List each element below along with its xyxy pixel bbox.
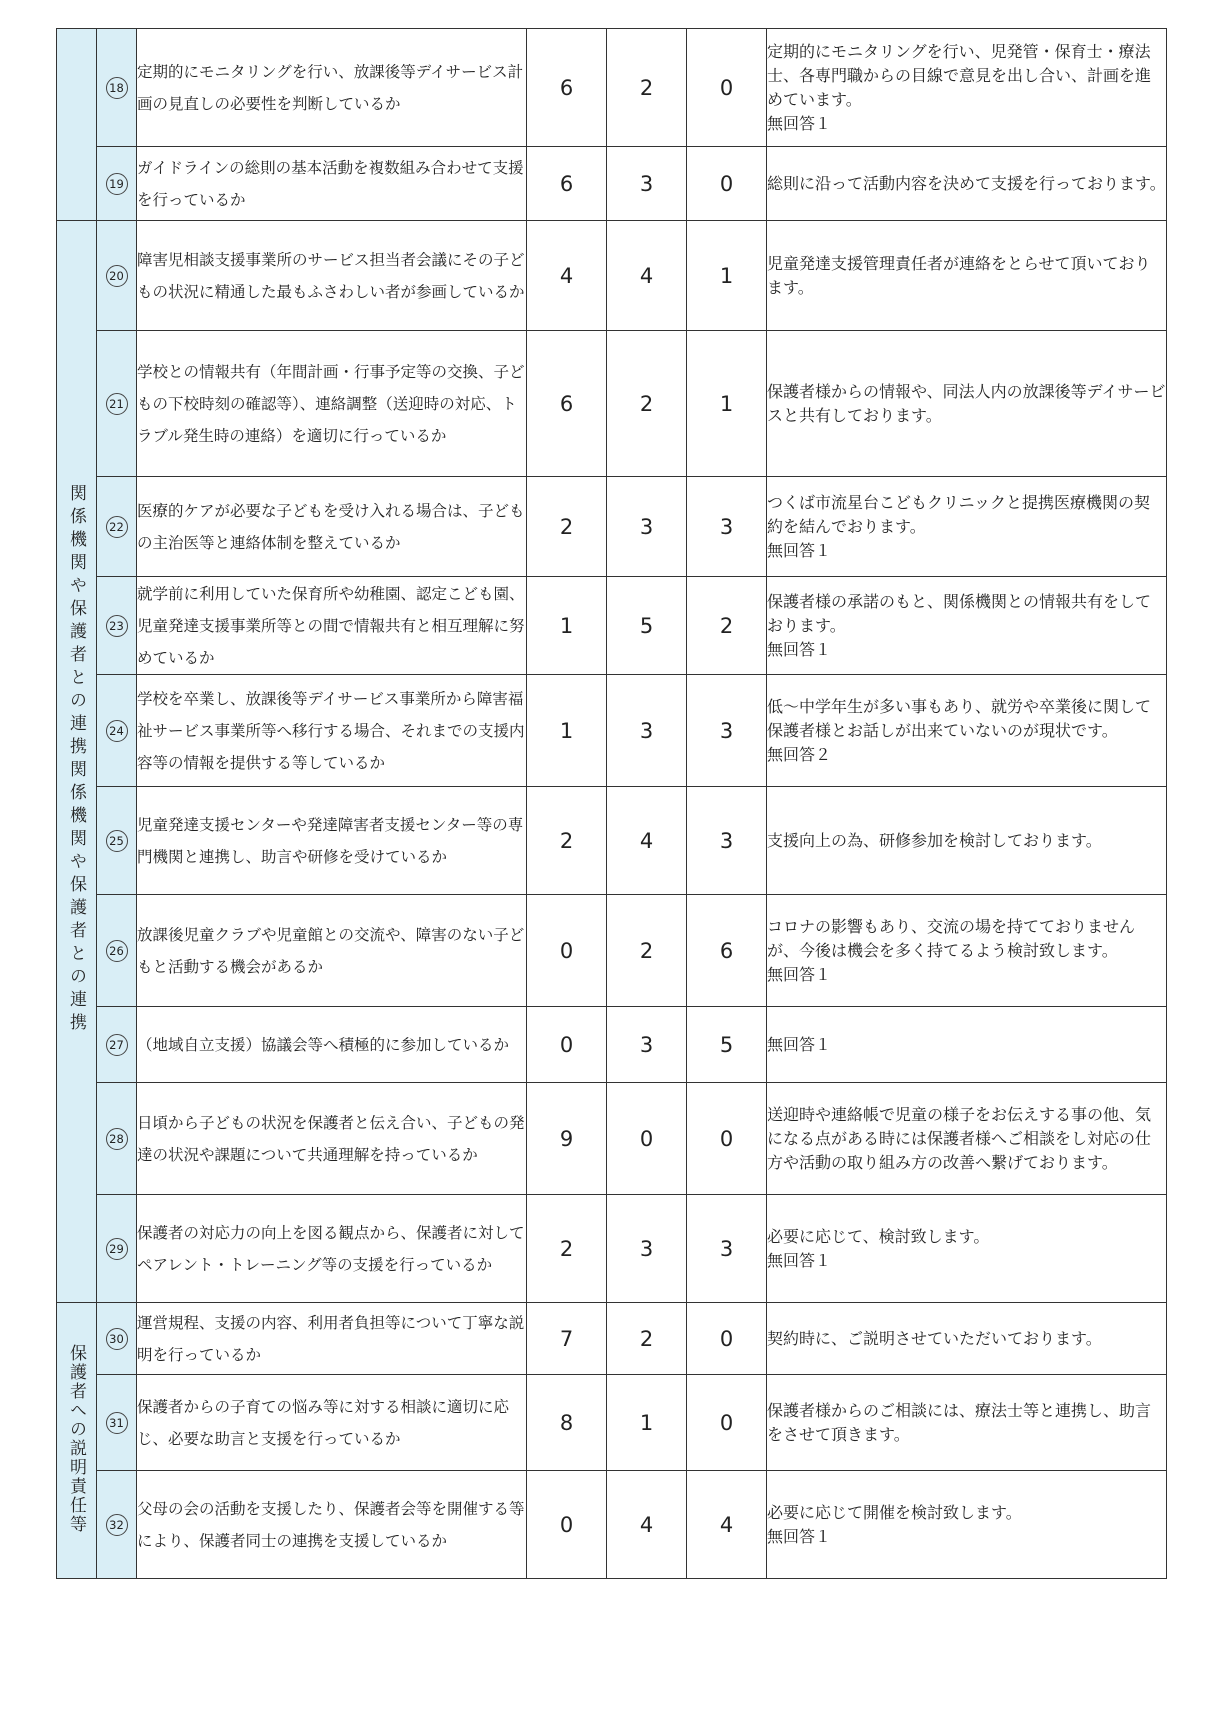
- item-number: 30: [106, 1328, 128, 1350]
- comment-cell: [767, 477, 1167, 577]
- table-row: [57, 477, 1167, 577]
- item-text: 保護者の対応力の向上を図る観点から、保護者に対してペアレント・トレーニング等の支援を行っているか: [137, 1195, 527, 1303]
- count-c: 6: [687, 895, 767, 1007]
- category-cell-cooperation: [57, 221, 97, 1303]
- table-row: [57, 1195, 1167, 1303]
- comment-cell: [767, 147, 1167, 221]
- item-number-cell: [97, 477, 137, 577]
- table-row: [57, 1375, 1167, 1471]
- item-number: 26: [106, 940, 128, 962]
- comment-cell: [767, 1303, 1167, 1375]
- count-a: 2: [527, 477, 607, 577]
- count-c: 4: [687, 1471, 767, 1579]
- item-number: 18: [106, 77, 128, 99]
- table-row: [57, 787, 1167, 895]
- comment-cell: [767, 221, 1167, 331]
- table-row: [57, 1303, 1167, 1375]
- count-a: 9: [527, 1083, 607, 1195]
- count-b: 2: [607, 895, 687, 1007]
- comment-text: 支援向上の為、研修参加を検討しております。: [767, 830, 1102, 850]
- table-row: [57, 29, 1167, 147]
- count-b: 4: [607, 787, 687, 895]
- count-c: 0: [687, 1083, 767, 1195]
- count-b: 3: [607, 675, 687, 787]
- comment-cell: [767, 331, 1167, 477]
- item-number-cell: [97, 331, 137, 477]
- count-a: 7: [527, 1303, 607, 1375]
- item-text: 就学前に利用していた保育所や幼稚園、認定こども園、児童発達支援事業所等との間で情報共有と相互理解に努めているか: [137, 577, 527, 675]
- count-c: 3: [687, 1195, 767, 1303]
- no-answer-note: 無回答１: [767, 1250, 832, 1270]
- count-b: 4: [607, 1471, 687, 1579]
- item-text: 日頃から子どもの状況を保護者と伝え合い、子どもの発達の状況や課題について共通理解を持っているか: [137, 1083, 527, 1195]
- item-number: 25: [106, 830, 128, 852]
- comment-cell: [767, 1195, 1167, 1303]
- item-number: 23: [106, 615, 128, 637]
- comment-text: 契約時に、ご説明させていただいております。: [767, 1328, 1102, 1348]
- item-number: 27: [106, 1034, 128, 1056]
- item-number: 22: [106, 516, 128, 538]
- count-a: 1: [527, 675, 607, 787]
- count-a: 6: [527, 147, 607, 221]
- count-b: 3: [607, 1007, 687, 1083]
- count-a: 2: [527, 1195, 607, 1303]
- count-b: 3: [607, 147, 687, 221]
- comment-cell: [767, 787, 1167, 895]
- no-answer-note: 無回答１: [767, 1034, 832, 1054]
- no-answer-note: 無回答２: [767, 744, 832, 764]
- item-number: 29: [106, 1238, 128, 1260]
- count-b: 4: [607, 221, 687, 331]
- count-a: 0: [527, 1471, 607, 1579]
- comment-text: つくば市流星台こどもクリニックと提携医療機関の契約を結んでおります。: [767, 492, 1151, 536]
- count-b: 0: [607, 1083, 687, 1195]
- evaluation-table: [56, 28, 1167, 1579]
- comment-text: コロナの影響もあり、交流の場を持てておりませんが、今後は機会を多く持てるよう検討致します。: [767, 916, 1136, 960]
- item-text: 父母の会の活動を支援したり、保護者会等を開催する等により、保護者同士の連携を支援しているか: [137, 1471, 527, 1579]
- no-answer-note: 無回答１: [767, 964, 832, 984]
- table-row: [57, 331, 1167, 477]
- comment-text: 児童発達支援管理責任者が連絡をとらせて頂いております。: [767, 253, 1151, 297]
- comment-cell: [767, 1375, 1167, 1471]
- count-b: 2: [607, 331, 687, 477]
- comment-text: 保護者様からのご相談には、療法士等と連携し、助言をさせて頂きます。: [767, 1400, 1152, 1444]
- item-number-cell: [97, 1083, 137, 1195]
- item-text: 保護者からの子育ての悩み等に対する相談に適切に応じ、必要な助言と支援を行っているか: [137, 1375, 527, 1471]
- count-b: 2: [607, 29, 687, 147]
- item-text: 学校との情報共有（年間計画・行事予定等の交換、子どもの下校時刻の確認等）、連絡調整（送迎時の対応、トラブル発生時の連絡）を適切に行っているか: [137, 331, 527, 477]
- no-answer-note: 無回答１: [767, 540, 832, 560]
- count-c: 3: [687, 675, 767, 787]
- item-text: 学校を卒業し、放課後等デイサービス事業所から障害福祉サービス事業所等へ移行する場合、それまでの支援内容等の情報を提供する等しているか: [137, 675, 527, 787]
- item-text: 運営規程、支援の内容、利用者負担等について丁寧な説明を行っているか: [137, 1303, 527, 1375]
- item-number-cell: [97, 1471, 137, 1579]
- comment-text: 低～中学年生が多い事もあり、就労や卒業後に関して保護者様とお話しが出来ていないのが現状です。: [767, 696, 1152, 740]
- count-b: 1: [607, 1375, 687, 1471]
- count-c: 3: [687, 477, 767, 577]
- item-text: 定期的にモニタリングを行い、放課後等デイサービス計画の見直しの必要性を判断しているか: [137, 29, 527, 147]
- count-c: 3: [687, 787, 767, 895]
- count-c: 1: [687, 221, 767, 331]
- count-c: 5: [687, 1007, 767, 1083]
- count-c: 0: [687, 1375, 767, 1471]
- no-answer-note: 無回答１: [767, 113, 832, 133]
- item-number-cell: [97, 1303, 137, 1375]
- item-text: 医療的ケアが必要な子どもを受け入れる場合は、子どもの主治医等と連絡体制を整えているか: [137, 477, 527, 577]
- comment-cell: [767, 675, 1167, 787]
- count-a: 0: [527, 895, 607, 1007]
- item-number-cell: [97, 895, 137, 1007]
- count-c: 0: [687, 29, 767, 147]
- count-a: 0: [527, 1007, 607, 1083]
- count-b: 3: [607, 1195, 687, 1303]
- table-row: [57, 221, 1167, 331]
- no-answer-note: 無回答１: [767, 639, 832, 659]
- table-row: [57, 147, 1167, 221]
- comment-cell: [767, 577, 1167, 675]
- comment-text: 保護者様の承諾のもと、関係機関との情報共有をしております。: [767, 591, 1152, 635]
- item-number-cell: [97, 1195, 137, 1303]
- item-number: 20: [106, 265, 128, 287]
- item-number-cell: [97, 221, 137, 331]
- item-text: 児童発達支援センターや発達障害者支援センター等の専門機関と連携し、助言や研修を受けているか: [137, 787, 527, 895]
- no-answer-note: 無回答１: [767, 1526, 832, 1546]
- comment-cell: [767, 895, 1167, 1007]
- count-a: 1: [527, 577, 607, 675]
- item-number: 28: [106, 1128, 128, 1150]
- item-number: 21: [106, 393, 128, 415]
- comment-cell: [767, 29, 1167, 147]
- table-row: [57, 577, 1167, 675]
- comment-cell: [767, 1007, 1167, 1083]
- item-text: 障害児相談支援事業所のサービス担当者会議にその子どもの状況に精通した最もふさわしい者が参画しているか: [137, 221, 527, 331]
- comment-text: 定期的にモニタリングを行い、児発管・保育士・療法士、各専門職からの目線で意見を出し合い、計画を進めています。: [767, 41, 1152, 109]
- item-text: （地域自立支援）協議会等へ積極的に参加しているか: [137, 1007, 527, 1083]
- comment-text: 総則に沿って活動内容を決めて支援を行っております。: [767, 173, 1166, 193]
- table-row: [57, 1007, 1167, 1083]
- count-c: 0: [687, 1303, 767, 1375]
- table-row: [57, 1471, 1167, 1579]
- comment-cell: [767, 1471, 1167, 1579]
- comment-text: 送迎時や連絡帳で児童の様子をお伝えする事の他、気になる点がある時には保護者様へご相談をし対応の仕方や活動の取り組み方の改善へ繋げております。: [767, 1104, 1152, 1172]
- category-cell-previous: [57, 29, 97, 221]
- count-b: 2: [607, 1303, 687, 1375]
- item-number-cell: [97, 1007, 137, 1083]
- item-number: 32: [106, 1514, 128, 1536]
- table-row: [57, 895, 1167, 1007]
- item-number-cell: [97, 577, 137, 675]
- item-number-cell: [97, 147, 137, 221]
- count-a: 8: [527, 1375, 607, 1471]
- table-row: [57, 675, 1167, 787]
- item-number: 24: [106, 720, 128, 742]
- item-number-cell: [97, 675, 137, 787]
- count-c: 2: [687, 577, 767, 675]
- category-label: 関係機関や保護者との連携関係機関や保護者との連携: [66, 483, 86, 1036]
- item-number-cell: [97, 1375, 137, 1471]
- comment-text: 必要に応じて、検討致します。: [767, 1226, 990, 1246]
- comment-cell: [767, 1083, 1167, 1195]
- count-a: 6: [527, 331, 607, 477]
- table-row: [57, 1083, 1167, 1195]
- count-a: 4: [527, 221, 607, 331]
- count-c: 1: [687, 331, 767, 477]
- count-a: 6: [527, 29, 607, 147]
- count-b: 5: [607, 577, 687, 675]
- count-b: 3: [607, 477, 687, 577]
- item-text: 放課後児童クラブや児童館との交流や、障害のない子どもと活動する機会があるか: [137, 895, 527, 1007]
- item-text: ガイドラインの総則の基本活動を複数組み合わせて支援を行っているか: [137, 147, 527, 221]
- item-number-cell: [97, 29, 137, 147]
- category-label: 保護者への説明責任等: [66, 1343, 86, 1534]
- item-number: 31: [106, 1412, 128, 1434]
- item-number: 19: [106, 173, 128, 195]
- comment-text: 保護者様からの情報や、同法人内の放課後等デイサービスと共有しております。: [767, 381, 1166, 425]
- count-a: 2: [527, 787, 607, 895]
- item-number-cell: [97, 787, 137, 895]
- comment-text: 必要に応じて開催を検討致します。: [767, 1502, 1022, 1522]
- count-c: 0: [687, 147, 767, 221]
- category-cell-explanation: [57, 1303, 97, 1579]
